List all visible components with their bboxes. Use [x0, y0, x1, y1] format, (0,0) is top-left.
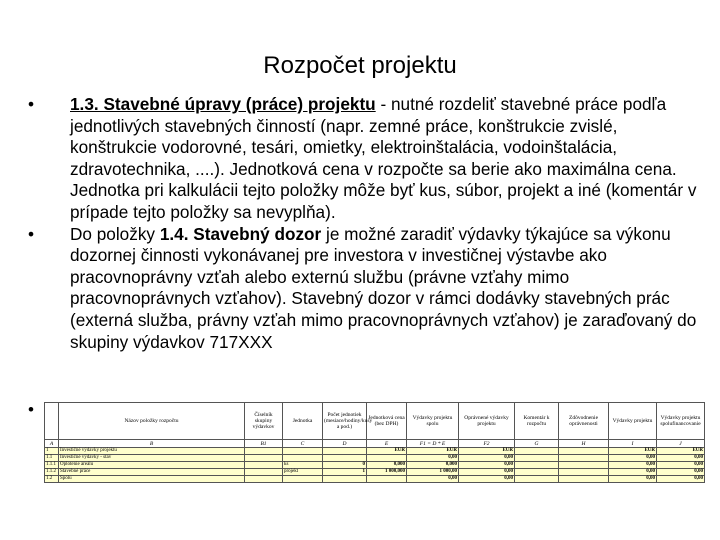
cell-eligible: 0,00 — [459, 455, 515, 462]
cell-j: 0,00 — [657, 476, 705, 483]
cell-count: 0 — [323, 462, 367, 469]
table-row — [45, 448, 705, 455]
cell-eligible: 0,00 — [459, 462, 515, 469]
cell-price: 1 000,000 — [367, 469, 407, 476]
slide-title: Rozpočet projektu — [263, 52, 457, 79]
cell-j: 0,00 — [657, 462, 705, 469]
bullet-stavebny-dozor — [28, 224, 700, 354]
cell-eligible: 0,00 — [459, 476, 515, 483]
header-cell: Oprávnené výdavky projektu — [459, 403, 515, 440]
row-name: Investičné výdavky - stav — [59, 455, 245, 462]
header-cell: Výdavky projektu spolu — [407, 403, 459, 440]
cell-price — [367, 476, 407, 483]
row-name: Stavebné práce — [59, 469, 245, 476]
cell-j: EUR — [657, 448, 705, 455]
cell-reason — [559, 448, 609, 455]
cell-unit — [283, 448, 323, 455]
letter-cell: H — [559, 440, 609, 448]
cell-count — [323, 455, 367, 462]
letter-cell: E — [367, 440, 407, 448]
cell-total: 0,00 — [407, 476, 459, 483]
cell-j: 0,00 — [657, 469, 705, 476]
cell-reason — [559, 476, 609, 483]
cell-eligible: EUR — [459, 448, 515, 455]
bullet-marker-table: • — [28, 400, 34, 419]
cell-count — [323, 476, 367, 483]
bullet-heading: 1.3. Stavebné úpravy (práce) projektu — [70, 94, 376, 114]
letter-cell: I — [609, 440, 657, 448]
cell-price: EUR — [367, 448, 407, 455]
cell-group — [245, 455, 283, 462]
cell-reason — [559, 469, 609, 476]
letter-cell: F2 — [459, 440, 515, 448]
letter-cell: J — [657, 440, 705, 448]
letter-cell: A — [45, 440, 59, 448]
letter-cell: D — [323, 440, 367, 448]
cell-price — [367, 455, 407, 462]
letter-cell: B1 — [245, 440, 283, 448]
cell-comment — [515, 462, 559, 469]
cell-comment — [515, 469, 559, 476]
table-row — [45, 455, 705, 462]
slide-content — [28, 94, 700, 353]
header-cell: Výdavky projektu spolufinancovanie — [657, 403, 705, 440]
cell-i: 0,00 — [609, 476, 657, 483]
header-cell: Komentár k rozpočtu — [515, 403, 559, 440]
cell-eligible: 0,00 — [459, 469, 515, 476]
table-row — [45, 469, 705, 476]
row-number: 1.1 — [45, 455, 59, 462]
cell-unit: projekt — [283, 469, 323, 476]
header-cell: Zdôvodnenie oprávnenosti — [559, 403, 609, 440]
cell-count: 1 — [323, 469, 367, 476]
row-number: 1.1.1 — [45, 462, 59, 469]
bullet-text: - nutné rozdeliť stavebné práce podľa jednotlivých stavebných činností (napr. zemné práce, konštrukcie zvislé, konštrukcie vodorovné, tesári, omietky, elektroinštalácia, vodoinštalácia, zdravotechnika, ....). Jednotková cena v rozpočte sa berie ako maximálna cena. Jednotka pri kalkulácii tejto položky môže byť kus, súbor, projekt a iné (komentár v prípade tejto položky sa nevyplňa). — [70, 94, 697, 222]
header-cell — [45, 403, 59, 440]
header-cell: Počet jednotiek (mesiace/hodiny/kusy a pod.) — [323, 403, 367, 440]
letter-cell: B — [59, 440, 245, 448]
cell-reason — [559, 462, 609, 469]
cell-unit — [283, 476, 323, 483]
cell-comment — [515, 476, 559, 483]
cell-comment — [515, 455, 559, 462]
header-cell: Jednotka — [283, 403, 323, 440]
cell-i: 0,00 — [609, 462, 657, 469]
cell-group — [245, 476, 283, 483]
cell-comment — [515, 448, 559, 455]
bullet-text: je možné zaradiť výdavky týkajúce sa výkonu dozornej činnosti vykonávanej pre investora v investičnej výstavbe ako pracovnoprávny vzťah alebo externú službu (právne vzťahy mimo pracovnoprávnych vzťahov). Stavebný dozor v rámci dodávky stavebných prác (externá služba, právny vzťah mimo pracovnoprávnych vzťahov) je zaraďovaný do skupiny výdavkov 717XXX — [70, 223, 697, 352]
row-number: 1.2 — [45, 476, 59, 483]
bullet-bold-term: 1.4. Stavebný dozor — [159, 223, 322, 244]
header-cell: Jednotková cena (bez DPH) — [367, 403, 407, 440]
cell-unit — [283, 455, 323, 462]
cell-price: 0,000 — [367, 462, 407, 469]
letter-cell: F1 = D * E — [407, 440, 459, 448]
bullet-text-pre: Do položky — [70, 223, 160, 244]
cell-total: EUR — [407, 448, 459, 455]
cell-i: 0,00 — [609, 455, 657, 462]
row-name: Oplotenie areálu — [59, 462, 245, 469]
table-row — [45, 462, 705, 469]
cell-group — [245, 462, 283, 469]
cell-total: 0,000 — [407, 462, 459, 469]
cell-total: 0,00 — [407, 455, 459, 462]
bullet-stavebne-upravy — [28, 94, 700, 224]
header-cell: Výdavky projektu — [609, 403, 657, 440]
cell-count — [323, 448, 367, 455]
row-name: Spolu — [59, 476, 245, 483]
cell-i: 0,00 — [609, 469, 657, 476]
cell-group — [245, 469, 283, 476]
cell-group — [245, 448, 283, 455]
cell-reason — [559, 455, 609, 462]
row-number: 1 — [45, 448, 59, 455]
row-number: 1.1.2 — [45, 469, 59, 476]
header-cell: Číselník skupiny výdavkov — [245, 403, 283, 440]
cell-j: 0,00 — [657, 455, 705, 462]
budget-spreadsheet-image — [44, 402, 704, 492]
cell-unit: ks — [283, 462, 323, 469]
column-letter-row — [45, 440, 705, 448]
header-cell: Názov položky rozpočtu — [59, 403, 245, 440]
budget-table — [44, 402, 705, 483]
cell-i: EUR — [609, 448, 657, 455]
letter-cell: C — [283, 440, 323, 448]
cell-total: 1 000,00 — [407, 469, 459, 476]
letter-cell: G — [515, 440, 559, 448]
table-row — [45, 476, 705, 483]
bullet-marker: • — [28, 94, 35, 114]
row-name: Investičné výdavky projektu — [59, 448, 245, 455]
bullet-marker: • — [28, 223, 35, 244]
table-header-row — [45, 403, 705, 440]
